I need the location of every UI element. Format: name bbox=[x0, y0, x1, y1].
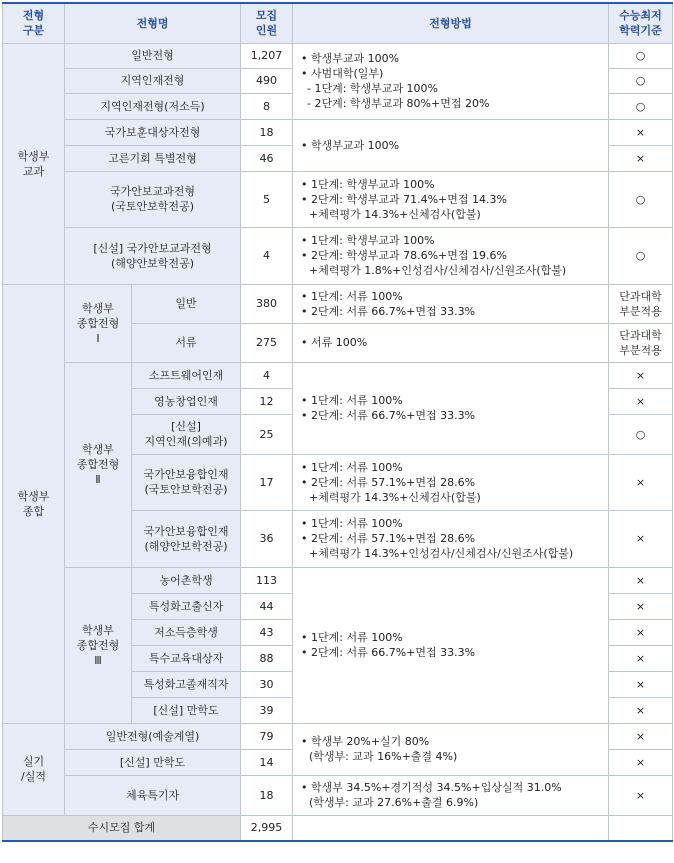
csat-mark: × bbox=[609, 775, 673, 815]
method-cell: • 학생부 34.5%+경기적성 34.5%+입상실적 31.0% (학생부: 교과 27.6%+출결 6.9%) bbox=[293, 775, 609, 815]
table-row bbox=[3, 119, 673, 145]
csat-mark: × bbox=[609, 119, 673, 145]
quota-value: 275 bbox=[241, 323, 293, 362]
method-cell: • 1단계: 서류 100% • 2단계: 서류 57.1%+면접 28.6% +체력평가 14.3%+인성검사/신체검사/신원조사(합불) bbox=[293, 510, 609, 567]
header-csat-minimum: 수능최저 학력기준 bbox=[609, 3, 673, 43]
csat-mark: × bbox=[609, 645, 673, 671]
admission-name: [신설] 지역인재(의예과) bbox=[132, 414, 241, 454]
quota-value: 44 bbox=[241, 593, 293, 619]
quota-value: 12 bbox=[241, 388, 293, 414]
quota-value: 4 bbox=[241, 227, 293, 284]
admission-name: [신설] 만학도 bbox=[132, 697, 241, 723]
csat-mark: ○ bbox=[609, 414, 673, 454]
total-quota-value: 2,995 bbox=[241, 815, 293, 841]
method-cell: • 1단계: 서류 100% • 2단계: 서류 57.1%+면접 28.6% +체력평가 14.3%+신체검사(합불) bbox=[293, 454, 609, 510]
admission-name: 체육특기자 bbox=[65, 775, 241, 815]
category-cell: 학생부 교과 bbox=[3, 43, 65, 284]
admission-name: 일반 bbox=[132, 284, 241, 323]
method-cell: • 학생부교과 100% bbox=[293, 119, 609, 171]
header-method: 전형방법 bbox=[293, 3, 609, 43]
admission-name: 일반전형 bbox=[65, 43, 241, 68]
header-admission-name: 전형명 bbox=[65, 3, 241, 43]
admission-name: 지역인재전형 bbox=[65, 68, 241, 93]
admission-name: 국가안보융합인재 (해양안보학전공) bbox=[132, 510, 241, 567]
admission-name: 특성화고출신자 bbox=[132, 593, 241, 619]
csat-mark: × bbox=[609, 671, 673, 697]
quota-value: 18 bbox=[241, 775, 293, 815]
subcategory-cell: 학생부 종합전형 Ⅰ bbox=[65, 284, 132, 362]
total-method-empty bbox=[293, 815, 609, 841]
quota-value: 4 bbox=[241, 362, 293, 388]
table-row bbox=[3, 227, 673, 284]
method-cell: • 서류 100% bbox=[293, 323, 609, 362]
table-row bbox=[3, 171, 673, 227]
subcategory-cell: 학생부 종합전형 Ⅱ bbox=[65, 362, 132, 567]
csat-mark: × bbox=[609, 697, 673, 723]
csat-mark: × bbox=[609, 362, 673, 388]
total-row bbox=[3, 815, 673, 841]
csat-mark: ○ bbox=[609, 68, 673, 93]
quota-value: 88 bbox=[241, 645, 293, 671]
method-cell: • 1단계: 서류 100% • 2단계: 서류 66.7%+면접 33.3% bbox=[293, 567, 609, 723]
total-label: 수시모집 합계 bbox=[3, 815, 241, 841]
total-mark-empty bbox=[609, 815, 673, 841]
method-cell: • 1단계: 학생부교과 100% • 2단계: 학생부교과 78.6%+면접 19.6% +체력평가 1.8%+인성검사/신체검사/신원조사(합불) bbox=[293, 227, 609, 284]
csat-mark: × bbox=[609, 723, 673, 749]
quota-value: 36 bbox=[241, 510, 293, 567]
header-row bbox=[3, 3, 673, 43]
quota-value: 490 bbox=[241, 68, 293, 93]
method-cell: • 1단계: 서류 100% • 2단계: 서류 66.7%+면접 33.3% bbox=[293, 284, 609, 323]
header-type-category: 전형 구분 bbox=[3, 3, 65, 43]
csat-mark: × bbox=[609, 619, 673, 645]
table-row bbox=[3, 284, 673, 323]
quota-value: 8 bbox=[241, 93, 293, 119]
csat-mark: × bbox=[609, 388, 673, 414]
quota-value: 39 bbox=[241, 697, 293, 723]
csat-mark: ○ bbox=[609, 93, 673, 119]
admission-name: 저소득층학생 bbox=[132, 619, 241, 645]
admission-name: 고른기회 특별전형 bbox=[65, 145, 241, 171]
method-cell: • 학생부 20%+실기 80% (학생부: 교과 16%+출결 4%) bbox=[293, 723, 609, 775]
quota-value: 113 bbox=[241, 567, 293, 593]
subcategory-cell: 학생부 종합전형 Ⅲ bbox=[65, 567, 132, 723]
quota-value: 25 bbox=[241, 414, 293, 454]
quota-value: 79 bbox=[241, 723, 293, 749]
csat-mark: ○ bbox=[609, 171, 673, 227]
admission-name: 소프트웨어인재 bbox=[132, 362, 241, 388]
admission-name: 지역인재전형(저소득) bbox=[65, 93, 241, 119]
method-cell: • 학생부교과 100% • 사범대학(일부) - 1단계: 학생부교과 100% - 2단계: 학생부교과 80%+면접 20% bbox=[293, 43, 609, 119]
csat-mark: × bbox=[609, 145, 673, 171]
csat-mark: × bbox=[609, 510, 673, 567]
admission-name: 농어촌학생 bbox=[132, 567, 241, 593]
csat-mark: × bbox=[609, 567, 673, 593]
table-row bbox=[3, 567, 673, 593]
quota-value: 380 bbox=[241, 284, 293, 323]
admission-table bbox=[2, 2, 673, 842]
admission-name: 특수교육대상자 bbox=[132, 645, 241, 671]
admission-name: 특성화고졸재직자 bbox=[132, 671, 241, 697]
quota-value: 5 bbox=[241, 171, 293, 227]
method-cell: • 1단계: 학생부교과 100% • 2단계: 학생부교과 71.4%+면접 14.3% +체력평가 14.3%+신체검사(합불) bbox=[293, 171, 609, 227]
quota-value: 43 bbox=[241, 619, 293, 645]
csat-mark: × bbox=[609, 454, 673, 510]
quota-value: 30 bbox=[241, 671, 293, 697]
table-row bbox=[3, 362, 673, 388]
admission-name: 국가보훈대상자전형 bbox=[65, 119, 241, 145]
quota-value: 46 bbox=[241, 145, 293, 171]
admission-name: 일반전형(예술계열) bbox=[65, 723, 241, 749]
admission-name: 영농창업인재 bbox=[132, 388, 241, 414]
table-row bbox=[3, 43, 673, 68]
admission-name: 국가안보교과전형 (국토안보학전공) bbox=[65, 171, 241, 227]
quota-value: 1,207 bbox=[241, 43, 293, 68]
csat-mark: 단과대학 부분적용 bbox=[609, 323, 673, 362]
csat-mark: 단과대학 부분적용 bbox=[609, 284, 673, 323]
header-quota: 모집 인원 bbox=[241, 3, 293, 43]
category-cell: 학생부 종합 bbox=[3, 284, 65, 723]
quota-value: 17 bbox=[241, 454, 293, 510]
table-row bbox=[3, 723, 673, 749]
admission-name: 국가안보융합인재 (국토안보학전공) bbox=[132, 454, 241, 510]
quota-value: 14 bbox=[241, 749, 293, 775]
admission-name: 서류 bbox=[132, 323, 241, 362]
quota-value: 18 bbox=[241, 119, 293, 145]
csat-mark: ○ bbox=[609, 43, 673, 68]
table-row bbox=[3, 775, 673, 815]
csat-mark: × bbox=[609, 749, 673, 775]
admission-name: [신설] 만학도 bbox=[65, 749, 241, 775]
admission-name: [신설] 국가안보교과전형 (해양안보학전공) bbox=[65, 227, 241, 284]
method-cell: • 1단계: 서류 100% • 2단계: 서류 66.7%+면접 33.3% bbox=[293, 362, 609, 454]
csat-mark: × bbox=[609, 593, 673, 619]
csat-mark: ○ bbox=[609, 227, 673, 284]
category-cell: 실기 /실적 bbox=[3, 723, 65, 815]
